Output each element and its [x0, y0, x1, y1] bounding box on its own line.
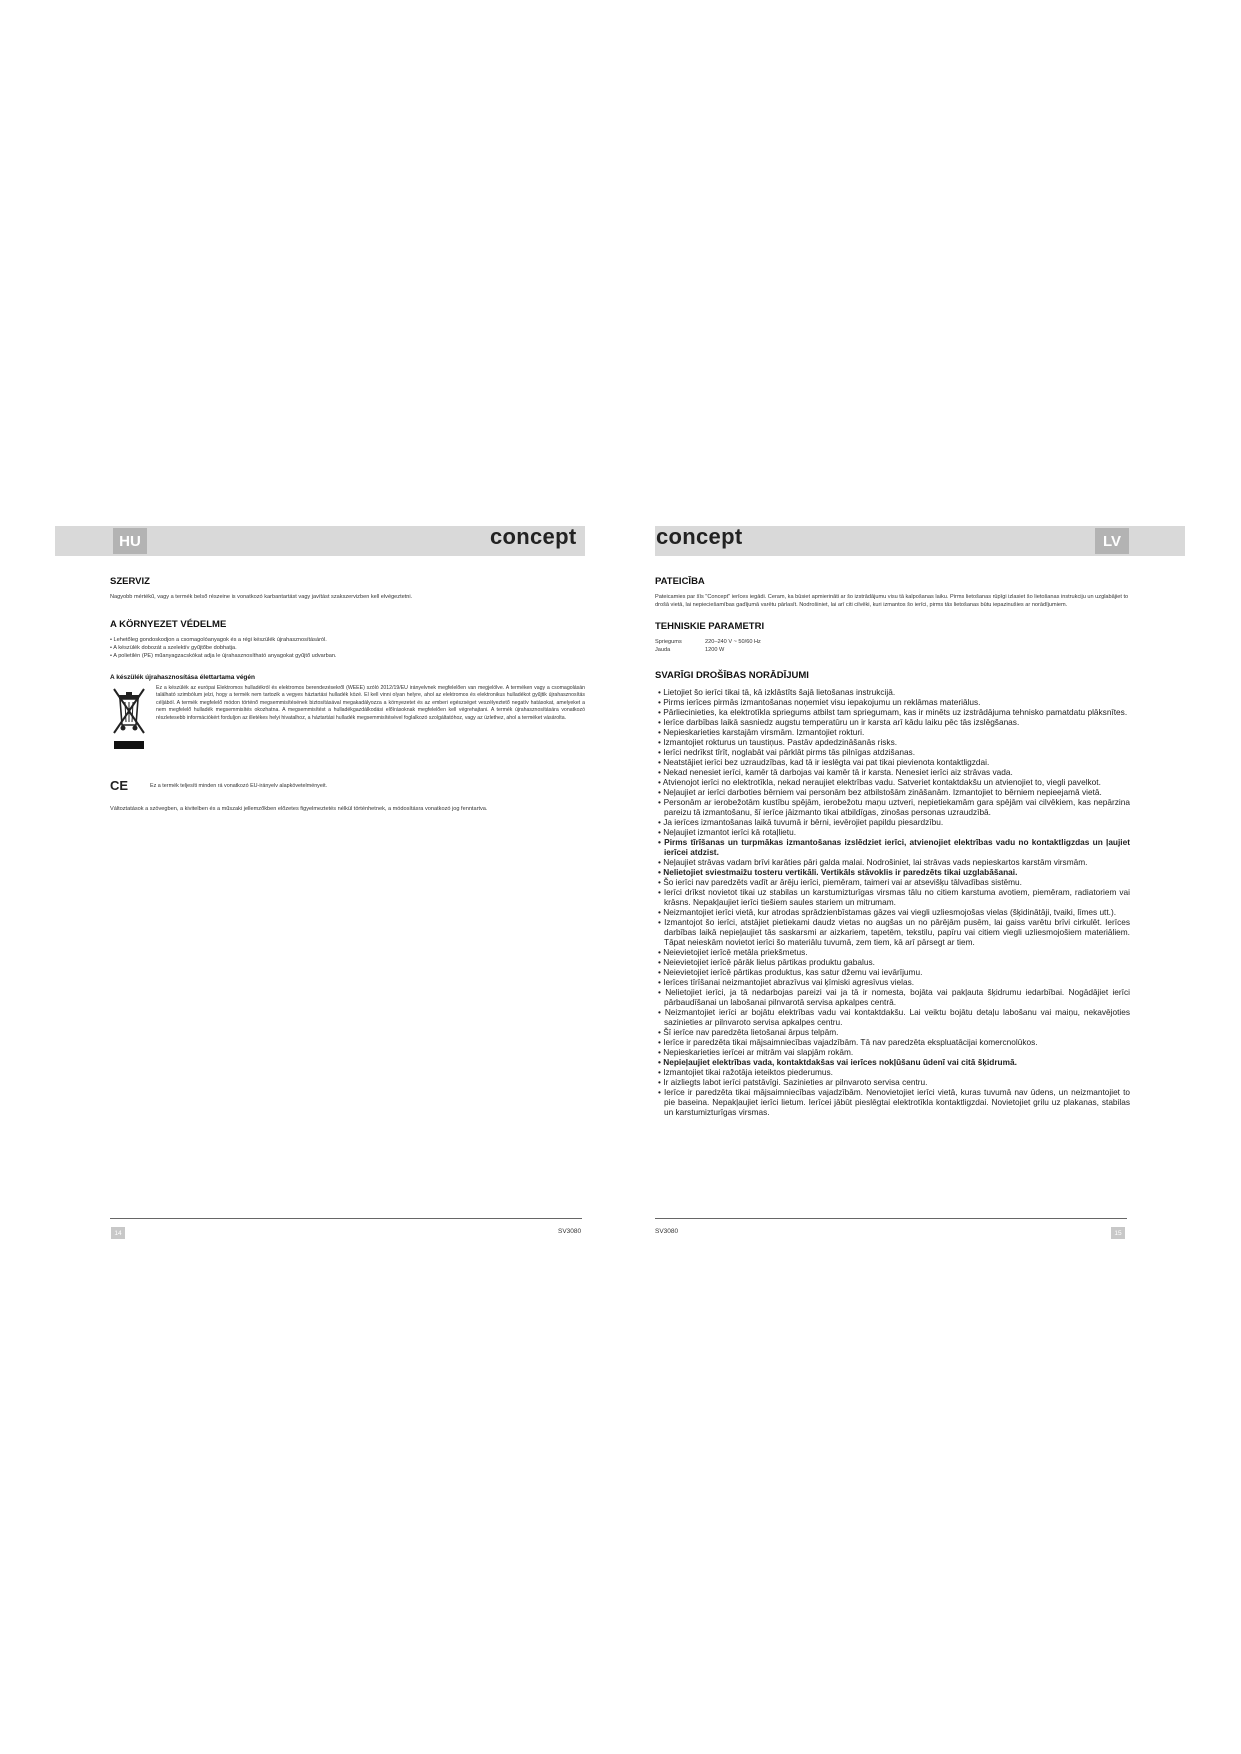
environment-list [110, 636, 585, 660]
section-title-safety: SVARĪGI DROŠĪBAS NORĀDĪJUMI [655, 670, 809, 681]
safety-item: • Neievietojiet ierīcē pārāk lielus pārtikas produktu gabalus. [655, 957, 1130, 967]
safety-item: • Nekad nenesiet ierīci, kamēr tā darbojas vai kamēr tā ir karsta. Nenesiet ierīci aiz strāvas vada. [655, 767, 1130, 777]
safety-list [655, 687, 1130, 1117]
page-number-right: 15 [1111, 1227, 1125, 1239]
weee-block [110, 685, 585, 756]
disclaimer: Változtatások a szövegben, a kivitelben és a műszaki jellemzőkben előzetes figyelmeztetés nélkül történhetnek, a módosításra vonatkozó jog fenntartva. [110, 806, 488, 812]
weee-title: A készülék újrahasznosítása élettartama végén [110, 674, 255, 681]
page-hu [110, 572, 585, 817]
safety-item: • Ierīces tīrīšanai neizmantojiet abrazīvus vai ķīmiski agresīvus vielas. [655, 977, 1130, 987]
safety-item: • Pirms ierīces pirmās izmantošanas noņemiet visu iepakojumu un reklāmas materiālus. [655, 697, 1130, 707]
safety-item: • Neizmantojiet ierīci ar bojātu elektrības vadu vai kontaktdakšu. Lai veiktu bojātu detaļu labošanu vai maiņu, nekavējoties sazinieties ar pilnvaroto servisa apkalpes centru. [655, 1007, 1130, 1027]
weee-text: Ez a készülék az európai Elektromos hulladékról és elektromos berendezésekről (WEEE) szóló 2012/19/EU irányelvnek megfelelően van megjelölve. A terméken vagy a csomagolásán található szimbólum jelzi, hogy a termék nem tartozik a vegyes háztartási hulladék közé. El kell vinni olyan helyre, ahol az elektromos és elektronikus hulladékot gyűjtik újrahasznosítás céljából. A termék megfelelő módon történő megsemmisítésének biztosításával megakadályozza a környezetet és az emberi egészséget veszélyeztető negatív hatásokat, amelyeket a nem megfelelő hulladék megsemmisítés okozhatna. A megsemmisítést a hulladékgazdálkodási előírásoknak megfelelően kell végrehajtani. A termék újrahasznosítására vonatkozó részletesebb információkért forduljon az illetékes helyi hivatalhoz, a háztartási hulladék megsemmisítésével foglalkozó szolgáltatóhoz, vagy az üzlethez, ahol a terméket vásárolta. [156, 685, 585, 721]
safety-item: • Ierīce ir paredzēta tikai mājsaimniecības vajadzībām. Nenovietojiet ierīci vietā, kuras tuvumā nav ūdens, un neizmantojiet to pie baseina. Nepakļaujiet ierīci lietum. Ierīcei jābūt pieslēgtai elektrotīkla kontaktligzdai. Novietojiet grilu uz plakanas, stabilas un karstumizturīgas virsmas. [655, 1087, 1130, 1117]
page-lv [655, 572, 1130, 1117]
safety-item: • Pirms tīrīšanas un turpmākas izmantošanas izslēdziet ierīci, atvienojiet elektrības vadu no kontaktligzdas un ļaujiet ierīcei atdzist. [655, 837, 1130, 857]
section-title-szerviz: SZERVIZ [110, 576, 150, 587]
ce-mark-icon: CE [110, 778, 129, 793]
safety-item: • Neļaujiet strāvas vadam brīvi karāties pāri galda malai. Nodrošiniet, lai strāvas vads nepieskartos karstām virsmām. [655, 857, 1130, 867]
footer-rule-right [655, 1218, 1127, 1219]
safety-item: • Ierīce darbības laikā sasniedz augstu temperatūru un ir karsta arī kādu laiku pēc tās izslēgšanas. [655, 717, 1130, 727]
param-value: 1200 W [705, 647, 725, 653]
safety-item: • Atvienojot ierīci no elektrotīkla, nekad neraujiet elektrības vadu. Satveriet kontaktdakšu un atvienojiet to, viegli pavelkot. [655, 777, 1130, 787]
footer-rule-left [110, 1218, 582, 1219]
safety-item: • Ierīci nedrīkst tīrīt, noglabāt vai pārklāt pirms tās pilnīgas atdzišanas. [655, 747, 1130, 757]
safety-item: • Personām ar ierobežotām kustību spējām, ierobežotu maņu uztveri, nepietiekamām gara spējām vai cilvēkiem, kas nepārzina pareizu tā izmantošanu, šī ierīce jāizmanto tikai atbildīgas, zinošas personas uzraudzībā. [655, 797, 1130, 817]
thanks-text: Pateicamies par šīs "Concept" ierīces iegādi. Ceram, ka būsiet apmierināti ar šo izstrādājumu visu tā kalpošanas laiku. Pirms lietošanas rūpīgi izlasiet šo lietošanas instrukciju un uzglabājiet to drošā vietā, lai nepieciešamības gadījumā varētu pārlasīt. Nodrošiniet, lai arī citi cilvēki, kuri izmantos šo ierīci, pirms tās lietošanas būtu iepazinušies ar norādījumiem. [655, 594, 1129, 608]
params-row [655, 638, 1130, 646]
ce-block [110, 778, 585, 793]
crossed-bin-icon [110, 685, 148, 756]
param-value: 220–240 V ~ 50/60 Hz [705, 639, 761, 645]
param-label: Jauda [655, 647, 671, 653]
safety-item: • Nepieļaujiet elektrības vada, kontaktdakšas vai ierīces nokļūšanu ūdenī vai citā šķidrumā. [655, 1057, 1130, 1067]
safety-item: • Neievietojiet ierīcē metāla priekšmetus. [655, 947, 1130, 957]
safety-item: • Nelietojiet ierīci, ja tā nedarbojas pareizi vai ja tā ir nomesta, bojāta vai pakļauta šķidrumu iedarbībai. Nogādājiet ierīci pārbaudīšanai un labošanai pilnvarotā servisa apkalpes centrā. [655, 987, 1130, 1007]
safety-item: • Nepieskarieties ierīcei ar mitrām vai slapjām rokām. [655, 1047, 1130, 1057]
safety-item: • Ierīce ir paredzēta tikai mājsaimniecības vajadzībām. Tā nav paredzēta ekspluatācijai komercnolūkos. [655, 1037, 1130, 1047]
safety-item: • Izmantojiet rokturus un taustiņus. Pastāv apdedzināšanās risks. [655, 737, 1130, 747]
safety-item: • Lietojiet šo ierīci tikai tā, kā izklāstīts šajā lietošanas instrukcijā. [655, 687, 1130, 697]
params-table [655, 638, 1130, 654]
params-row [655, 646, 1130, 654]
language-tag-hu: HU [113, 528, 147, 554]
safety-item: • Izmantojot šo ierīci, atstājiet pietiekami daudz vietas no augšas un no pārējām pusēm, lai gaiss varētu brīvi cirkulēt. Ierīces darbības laikā nepieļaujiet tās saskarsmi ar aizkariem, tapetēm, tekstilu, papīru vai citiem viegli uzliesmojošiem materiāliem. Tāpat neieskām novietot ierīci šo materiālu tuvumā, zem tiem, kā arī pārsegt ar tiem. [655, 917, 1130, 947]
section-title-environment: A KÖRNYEZET VÉDELME [110, 619, 227, 630]
param-label: Spriegums [655, 639, 682, 645]
safety-item: • Ir aizliegts labot ierīci patstāvīgi. Sazinieties ar pilnvaroto servisa centru. [655, 1077, 1130, 1087]
list-item: • A készülék dobozát a szelektív gyűjtőbe dobhatja. [110, 644, 585, 652]
safety-item: • Neizmantojiet ierīci vietā, kur atrodas sprādzienbīstamas gāzes vai viegli uzliesmojošas vielas (šķidinātāji, tvaiki, līmes utt.). [655, 907, 1130, 917]
list-item: • Lehetőleg gondoskodjon a csomagolóanyagok és a régi készülék újrahasznosításáról. [110, 636, 585, 644]
model-code-right: SV3080 [655, 1228, 679, 1235]
safety-item: • Šo ierīci nav paredzēts vadīt ar ārēju ierīci, piemēram, taimeri vai ar atsevišķu tālvadības sistēmu. [655, 877, 1130, 887]
brand-logo-left: concept [490, 524, 577, 549]
safety-item: • Nelietojiet sviestmaižu tosteru vertikāli. Vertikāls stāvoklis ir paredzēts tikai uzglabāšanai. [655, 867, 1130, 877]
safety-item: • Neļaujiet izmantot ierīci kā rotaļlietu. [655, 827, 1130, 837]
brand-logo-right: concept [656, 524, 743, 549]
safety-item: • Ja ierīces izmantošanas laikā tuvumā ir bērni, ievērojiet papildu piesardzību. [655, 817, 1130, 827]
section-title-thanks: PATEICĪBA [655, 576, 705, 587]
safety-item: • Ierīci drīkst novietot tikai uz stabilas un karstumizturīgas virsmas tālu no citiem karstuma avotiem, piemēram, radiatoriem vai krāsns. Nepakļaujiet ierīci tiešiem saules stariem un mitrumam. [655, 887, 1130, 907]
page-number-left: 14 [111, 1227, 125, 1239]
szerviz-text: Nagyobb mértékű, vagy a termék belső részeine is vonatkozó karbantartást vagy javítást szakszervizben kell elvégeztetni. [110, 594, 413, 600]
safety-item: • Neļaujiet ar ierīci darboties bērniem vai personām bez atbilstošām zināšanām. Izmantojiet to bērniem nepieejamā vietā. [655, 787, 1130, 797]
list-item: • A polietilén (PE) műanyagzacskókat adja le újrahasznosítható anyagokat gyűjtő udvarban. [110, 652, 585, 660]
safety-item: • Pārliecinieties, ka elektrotīkla spriegums atbilst tam spriegumam, kas ir minēts uz izstrādājuma tehnisko pamatdatu plāksnītes. [655, 707, 1130, 717]
safety-item: • Nepieskarieties karstajām virsmām. Izmantojiet rokturi. [655, 727, 1130, 737]
section-title-params: TEHNISKIE PARAMETRI [655, 621, 765, 632]
model-code-left: SV3080 [558, 1228, 582, 1235]
safety-item: • Izmantojiet tikai ražotāja ieteiktos piederumus. [655, 1067, 1130, 1077]
safety-item: • Neievietojiet ierīcē pārtikas produktus, kas satur džemu vai ievārījumu. [655, 967, 1130, 977]
safety-item: • Šī ierīce nav paredzēta lietošanai ārpus telpām. [655, 1027, 1130, 1037]
safety-item: • Neatstājiet ierīci bez uzraudzības, kad tā ir ieslēgta vai pat tikai pievienota kontaktligzdai. [655, 757, 1130, 767]
language-tag-lv: LV [1095, 528, 1129, 554]
ce-text: Ez a termék teljesíti minden rá vonatkozó EU-irányelv alapkövetelményeit. [150, 782, 328, 789]
